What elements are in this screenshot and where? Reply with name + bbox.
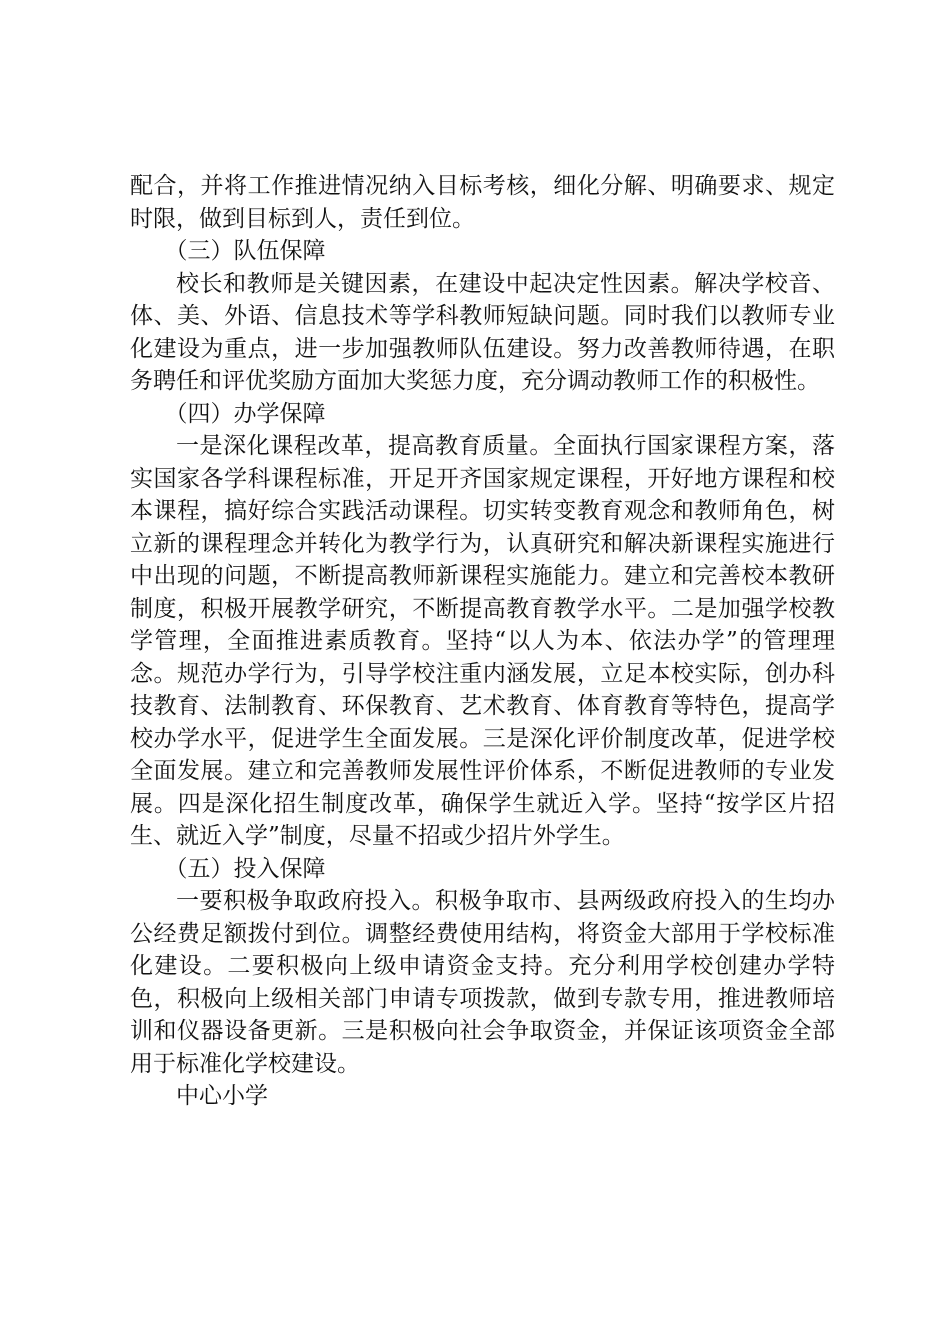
paragraph-school-running: 一是深化课程改革，提高教育质量。全面执行国家课程方案，落实国家各学科课程标准，开足开齐国家规定课程，开好地方课程和校本课程，搞好综合实践活动课程。切实转变教育观念和教师角色，树立新的课程理念并转化为教学行为，认真研究和解决新课程实施进行中出现的问题，不断提高教师新课程实施能力。建立和完善校本教研制度，积极开展教学研究，不断提高教育教学水平。二是加强学校教学管理，全面推进素质教育。坚持“以人为本、依法办学”的管理理念。规范办学行为，引导学校注重内涵发展，立足本校实际，创办科技教育、法制教育、环保教育、艺术教育、体育教育等特色，提高学校办学水平，促进学生全面发展。三是深化评价制度改革，促进学校全面发展。建立和完善教师发展性评价体系，不断促进教师的专业发展。四是深化招生制度改革，确保学生就近入学。坚持“按学区片招生、就近入学”制度，尽量不招或少招片外学生。 xyxy=(130,433,835,849)
section-heading-team: （三）队伍保障 xyxy=(164,238,326,264)
section-heading-investment: （五）投入保障 xyxy=(164,855,326,882)
document-body xyxy=(130,170,835,1113)
paragraph-investment: 一要积极争取政府投入。积极争取市、县两级政府投入的生均办公经费足额拨付到位。调整经费使用结构，将资金大部用于学校标准化建设。二要积极向上级申请资金支持。充分利用学校创建办学特色，积极向上级相关部门申请专项拨款，做到专款专用，推进教师培训和仪器设备更新。三是积极向社会争取资金，并保证该项资金全部用于标准化学校建设。 xyxy=(130,888,835,1077)
signature-school: 中心小学 xyxy=(176,1083,268,1109)
section-heading-school-running: （四）办学保障 xyxy=(164,400,326,427)
paragraph-team: 校长和教师是关键因素，在建设中起决定性因素。解决学校音、体、美、外语、信息技术等学科教师短缺问题。同时我们以教师专业化建设为重点，进一步加强教师队伍建设。努力改善教师待遇，在职务聘任和评优奖励方面加大奖惩力度，充分调动教师工作的积极性。 xyxy=(130,270,835,394)
paragraph-continuation: 配合，并将工作推进情况纳入目标考核，细化分解、明确要求、规定时限，做到目标到人，责任到位。 xyxy=(130,173,835,232)
